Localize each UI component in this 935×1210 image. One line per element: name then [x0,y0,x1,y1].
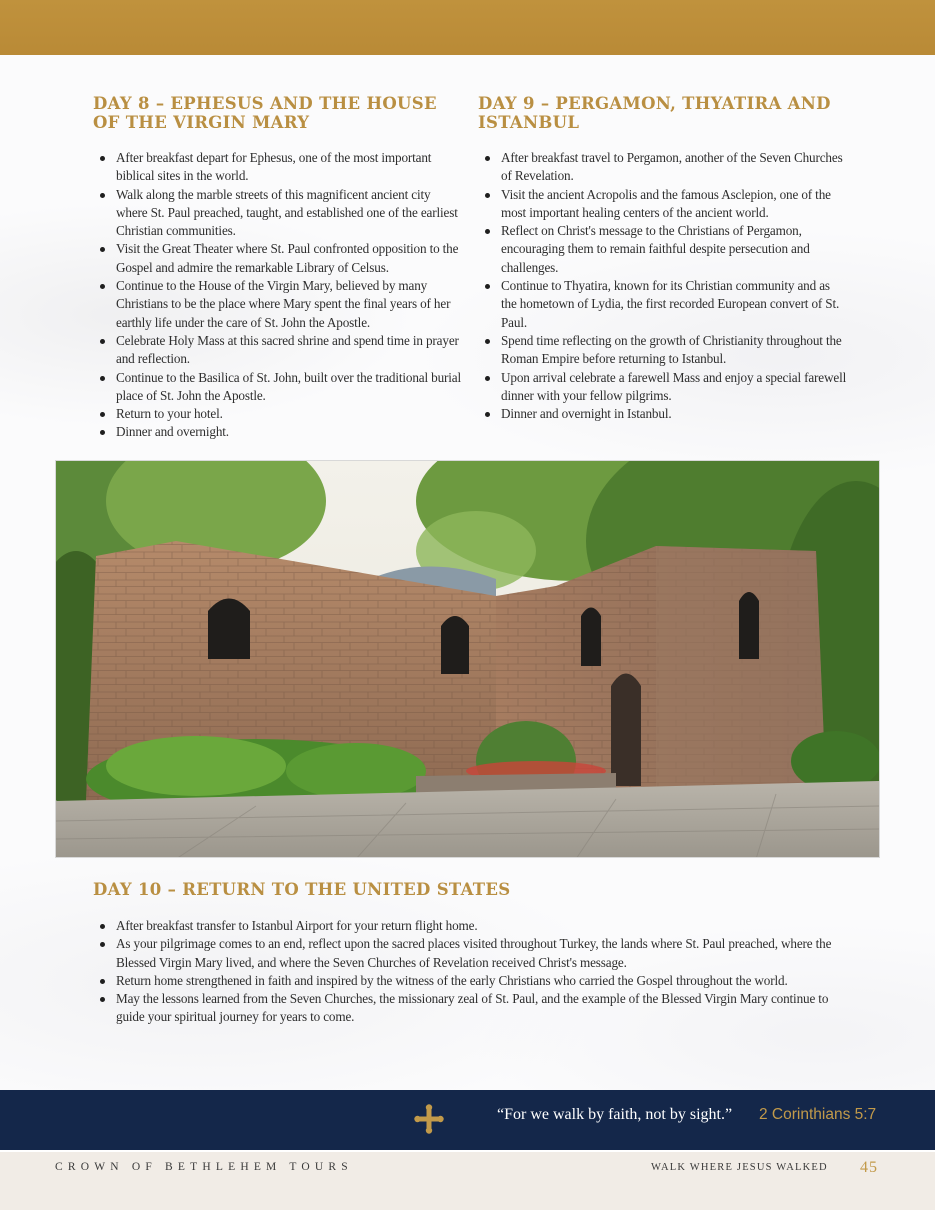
top-gold-bar [0,0,935,55]
page-number: 45 [860,1159,878,1176]
list-item: Continue to the Basilica of St. John, built over the traditional burial place of St. John the Apostle. [93,369,463,406]
day-9-title: DAY 9 – PERGAMON, THYATIRA AND ISTANBUL [478,94,831,132]
brand-name: CROWN OF BETHLEHEM TOURS [55,1161,353,1173]
list-item: Spend time reflecting on the growth of Christianity throughout the Roman Empire before returning to Istanbul. [478,332,848,369]
day-9-section [478,94,848,423]
list-item: Walk along the marble streets of this magnificent ancient city where St. Paul preached, taught, and established one of the earliest Christian communities. [93,186,463,241]
list-item: Continue to the House of the Virgin Mary, believed by many Christians to be the place where Mary spent the final years of her earthly life under the care of St. John the Apostle. [93,277,463,332]
list-item: May the lessons learned from the Seven Churches, the missionary zeal of St. Paul, and the example of the Blessed Virgin Mary continue to guide your spiritual journey for years to come. [93,990,853,1027]
tagline: WALK WHERE JESUS WALKED [651,1162,828,1173]
cross-icon [413,1103,445,1135]
day-8-section [93,94,463,442]
footer-quote-reference: 2 Corinthians 5:7 [759,1106,877,1123]
bottom-strip [0,1150,935,1210]
list-item: Visit the Great Theater where St. Paul confronted opposition to the Gospel and admire the remarkable Library of Celsus. [93,240,463,277]
list-item: As your pilgrimage comes to an end, reflect upon the sacred places visited throughout Turkey, the lands where St. Paul preached, where the Blessed Virgin Mary lived, and where the Seven Churches of Revelation received Christ's message. [93,935,853,972]
list-item: Dinner and overnight. [93,423,463,441]
list-item: Return to your hotel. [93,405,463,423]
list-item: Upon arrival celebrate a farewell Mass and enjoy a special farewell dinner with your fellow pilgrims. [478,369,848,406]
day-10-section [93,880,853,1027]
list-item: Celebrate Holy Mass at this sacred shrine and spend time in prayer and reflection. [93,332,463,369]
day-9-list [478,149,848,423]
footer-quote: “For we walk by faith, not by sight.” [497,1106,733,1123]
list-item: Visit the ancient Acropolis and the famous Asclepion, one of the most important healing centers of the ancient world. [478,186,848,223]
list-item: Continue to Thyatira, known for its Christian community and as the hometown of Lydia, the first recorded European convert of St. Paul. [478,277,848,332]
list-item: After breakfast depart for Ephesus, one of the most important biblical sites in the world. [93,149,463,186]
day-8-title: DAY 8 – EPHESUS AND THE HOUSE OF THE VIRGIN MARY [93,94,437,132]
list-item: Return home strengthened in faith and inspired by the witness of the early Christians who carried the Gospel throughout the world. [93,972,853,990]
day-8-list [93,149,463,442]
day-10-title: DAY 10 – RETURN TO THE UNITED STATES [93,880,511,899]
day-10-list [93,917,853,1027]
list-item: Dinner and overnight in Istanbul. [478,405,848,423]
list-item: Reflect on Christ's message to the Christians of Pergamon, encouraging them to remain faithful despite persecution and challenges. [478,222,848,277]
list-item: After breakfast transfer to Istanbul Airport for your return flight home. [93,917,853,935]
house-of-virgin-mary-photo [55,460,880,858]
list-item: After breakfast travel to Pergamon, another of the Seven Churches of Revelation. [478,149,848,186]
